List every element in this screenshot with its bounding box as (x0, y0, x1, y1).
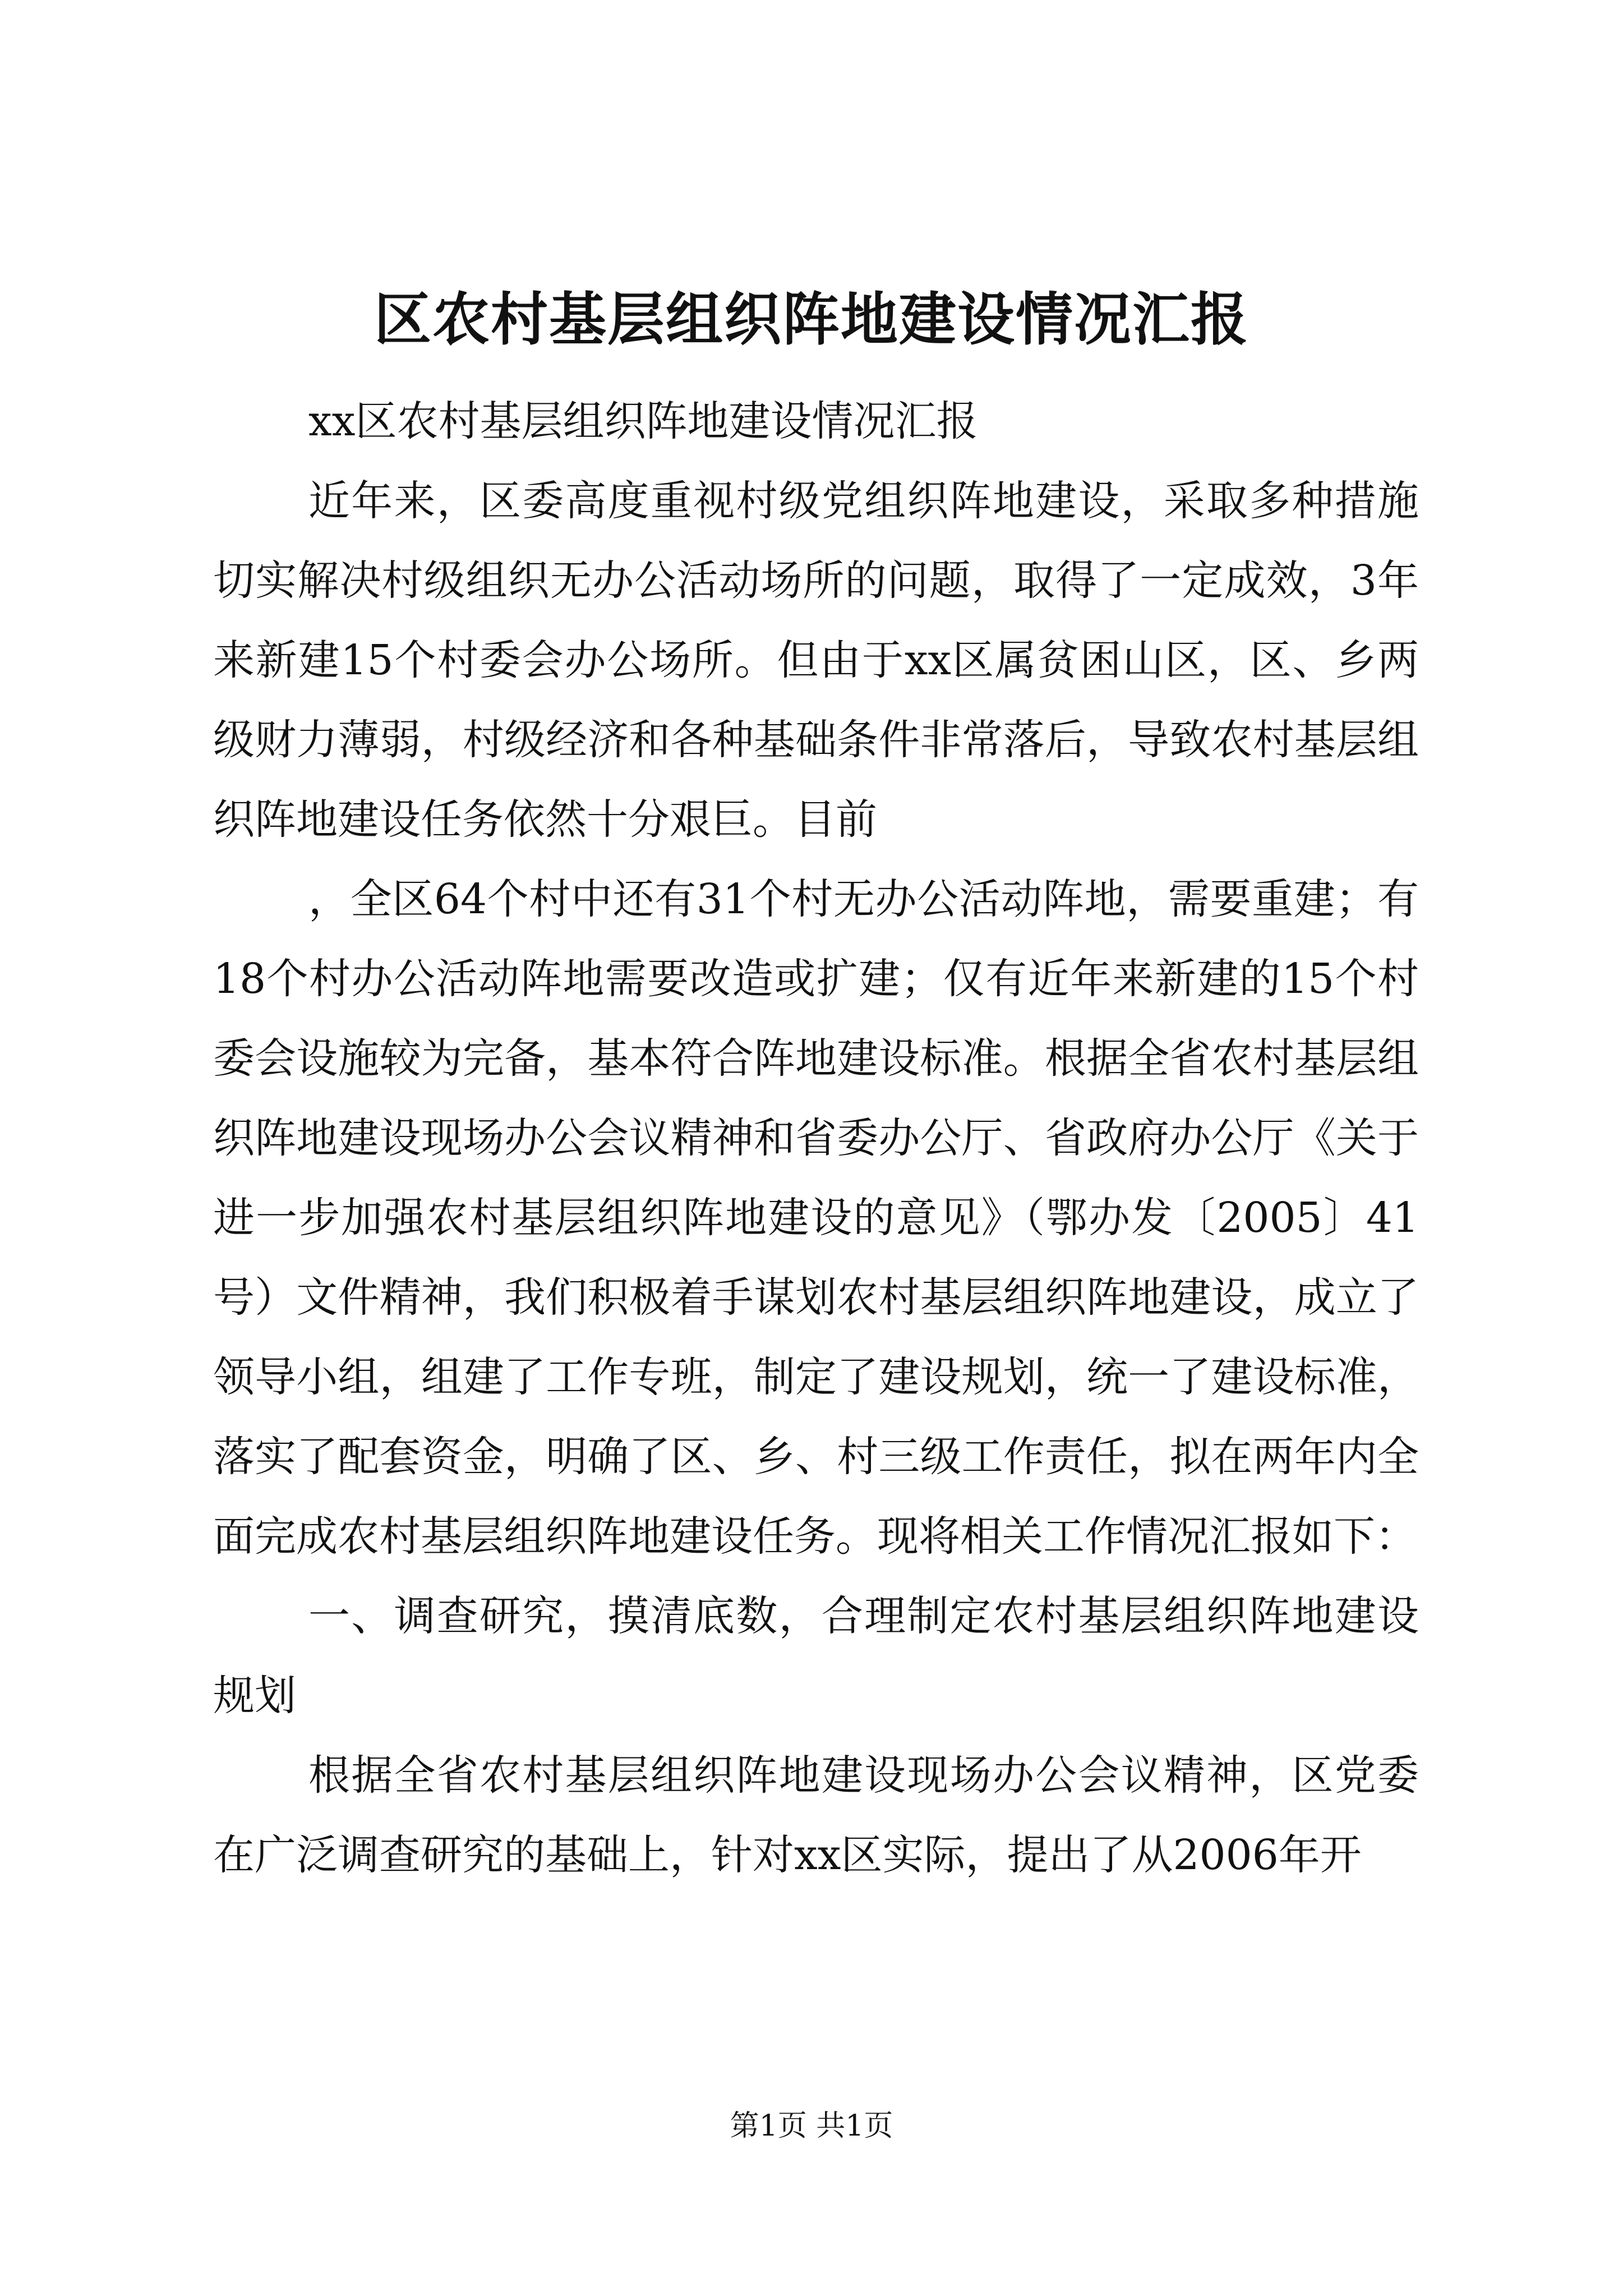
page-number-footer: 第1页 共1页 (730, 2109, 893, 2143)
intro-paragraph: 近年来，区委高度重视村级党组织阵地建设，采取多种措施切实解决村级组织无办公活动场所的问题，取得了一定成效，3年来新建15个村委会办公场所。但由于xx区属贫困山区，区、乡两级财力薄弱，村级经济和各种基础条件非常落后，导致农村基层组织阵地建设任务依然十分艰巨。目前 (213, 477, 1419, 844)
document-title: 区农村基层组织阵地建设情况汇报 (374, 286, 1249, 353)
section-paragraph: 根据全省农村基层组织阵地建设现场办公会议精神，区党委在广泛调查研究的基础上，针对xx区实际，提出了从2006年开 (213, 1751, 1419, 1879)
section-heading: 一、调查研究，摸清底数，合理制定农村基层组织阵地建设规划 (213, 1592, 1419, 1720)
subtitle-paragraph: xx区农村基层组织阵地建设情况汇报 (308, 397, 978, 445)
document-body (213, 381, 1419, 1895)
status-paragraph: ，全区64个村中还有31个村无办公活动阵地，需要重建；有18个村办公活动阵地需要改造或扩建；仅有近年来新建的15个村委会设施较为完备，基本符合阵地建设标准。根据全省农村基层组织阵地建设现场办公会议精神和省委办公厅、省政府办公厅《关于进一步加强农村基层组织阵地建设的意见》（鄂办发〔2005〕41号）文件精神，我们积极着手谋划农村基层组织阵地建设，成立了领导小组，组建了工作专班，制定了建设规划，统一了建设标准，落实了配套资金，明确了区、乡、村三级工作责任，拟在两年内全面完成农村基层组织阵地建设任务。现将相关工作情况汇报如下： (213, 875, 1419, 1561)
